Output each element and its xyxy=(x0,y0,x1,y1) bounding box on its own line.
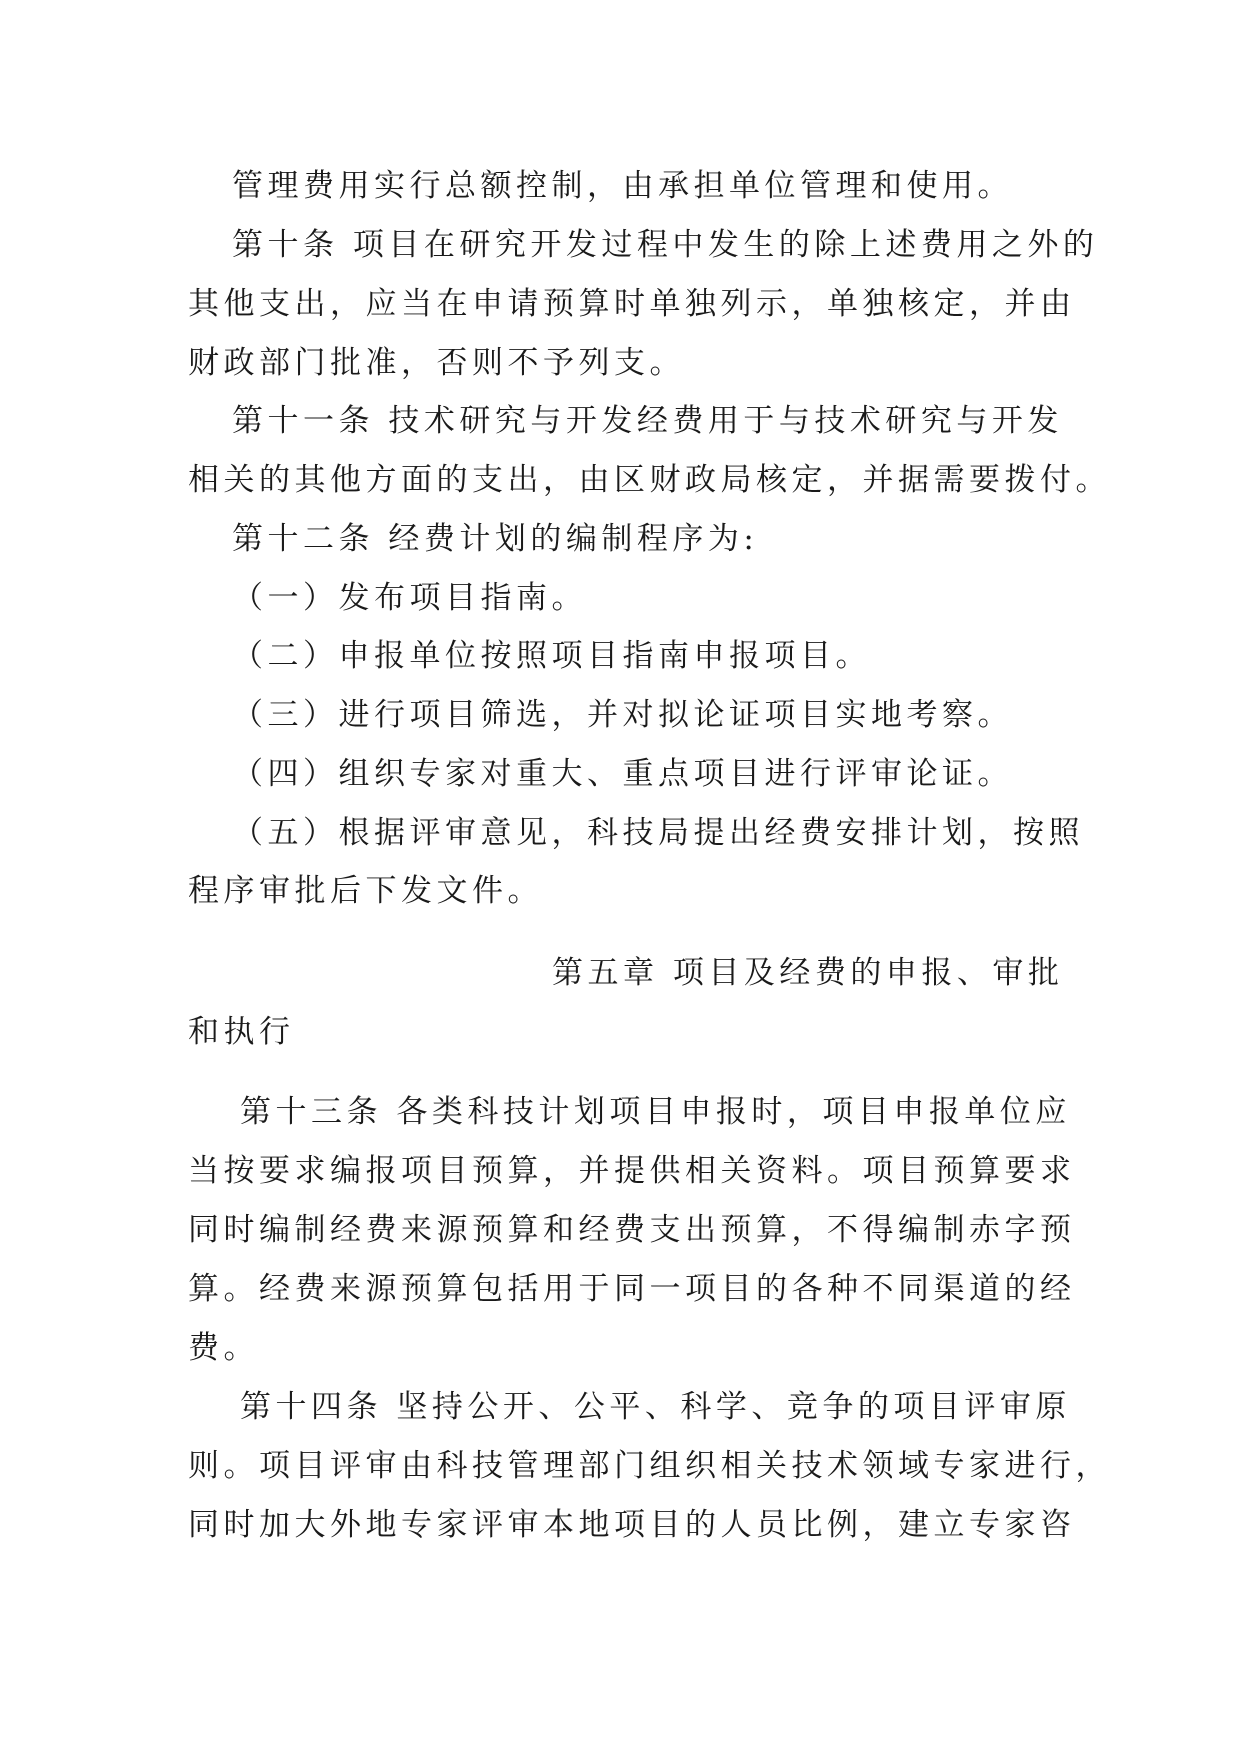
paragraph-line: 程序审批后下发文件。 xyxy=(188,873,543,909)
paragraph-line: 同时加大外地专家评审本地项目的人员比例，建立专家咨 xyxy=(188,1507,1076,1543)
article-11-line: 第十一条 技术研究与开发经费用于与技术研究与开发 xyxy=(232,403,1063,439)
list-item: （五）根据评审意见，科技局提出经费安排计划，按照 xyxy=(232,815,1084,851)
paragraph-line: 当按要求编报项目预算，并提供相关资料。项目预算要求 xyxy=(188,1153,1076,1189)
paragraph-line: 相关的其他方面的支出，由区财政局核定，并据需要拨付。 xyxy=(188,462,1111,498)
article-13-line: 第十三条 各类科技计划项目申报时，项目申报单位应 xyxy=(240,1094,1071,1130)
chapter-heading-continued: 和执行 xyxy=(188,1014,295,1050)
paragraph-line: 费。 xyxy=(188,1330,259,1366)
list-item: （一）发布项目指南。 xyxy=(232,580,587,616)
paragraph-line: 同时编制经费来源预算和经费支出预算，不得编制赤字预 xyxy=(188,1212,1076,1248)
list-item: （四）组织专家对重大、重点项目进行评审论证。 xyxy=(232,756,1013,792)
paragraph-line: 算。经费来源预算包括用于同一项目的各种不同渠道的经 xyxy=(188,1271,1076,1307)
paragraph-line: 财政部门批准，否则不予列支。 xyxy=(188,345,685,381)
article-12-line: 第十二条 经费计划的编制程序为: xyxy=(232,521,759,557)
list-item: （二）申报单位按照项目指南申报项目。 xyxy=(232,638,871,674)
paragraph-line: 其他支出，应当在申请预算时单独列示，单独核定，并由 xyxy=(188,286,1076,322)
article-10-line: 第十条 项目在研究开发过程中发生的除上述费用之外的 xyxy=(232,227,1099,263)
list-item: （三）进行项目筛选，并对拟论证项目实地考察。 xyxy=(232,697,1013,733)
chapter-heading: 第五章 项目及经费的申报、审批 xyxy=(552,955,1064,991)
article-14-line: 第十四条 坚持公开、公平、科学、竞争的项目评审原 xyxy=(240,1389,1071,1425)
paragraph-line: 则。项目评审由科技管理部门组织相关技术领域专家进行， xyxy=(188,1448,1111,1484)
paragraph-line: 管理费用实行总额控制，由承担单位管理和使用。 xyxy=(232,168,1013,204)
